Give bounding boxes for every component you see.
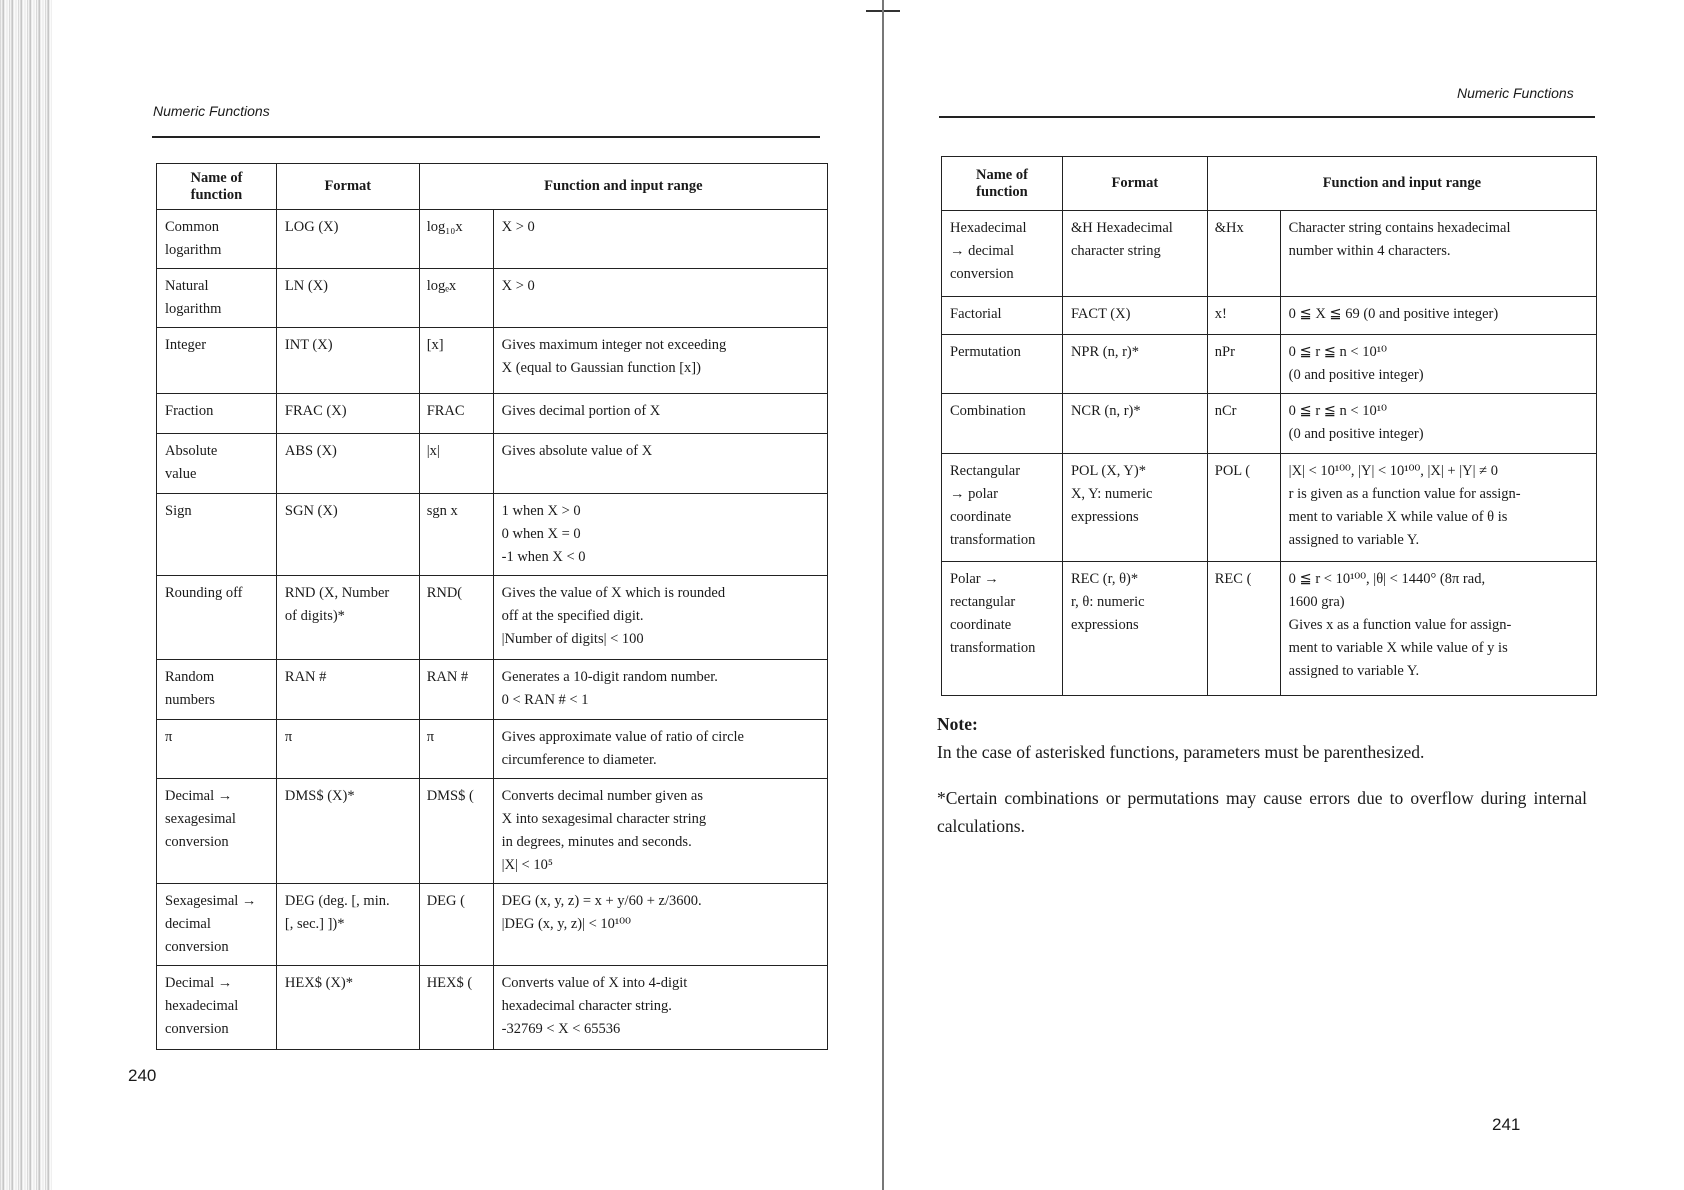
header-format: Format	[1062, 157, 1207, 211]
function-symbol: DEG (	[419, 884, 493, 966]
function-name: Random numbers	[157, 660, 277, 720]
function-name: π	[157, 720, 277, 779]
function-name: Fraction	[157, 394, 277, 434]
function-symbol: FRAC	[419, 394, 493, 434]
table-row	[942, 562, 1597, 696]
function-format: FRAC (X)	[276, 394, 419, 434]
header-format: Format	[276, 164, 419, 210]
function-format: SGN (X)	[276, 494, 419, 576]
function-range: Gives the value of X which is rounded off at the specified digit. |Number of digits| < 100	[493, 576, 827, 660]
function-range: |X| < 10¹⁰⁰, |Y| < 10¹⁰⁰, |X| + |Y| ≠ 0 r is given as a function value for assign- ment to variable X while value of θ is assigned to variable Y.	[1280, 454, 1596, 562]
header-name-of-function: Name of function	[942, 157, 1063, 211]
table-row	[157, 269, 828, 328]
function-symbol: &Hx	[1207, 211, 1280, 297]
function-name: Decimal → sexagesimal conversion	[157, 779, 277, 884]
function-symbol: RAN #	[419, 660, 493, 720]
table-row	[942, 211, 1597, 297]
function-format: ABS (X)	[276, 434, 419, 494]
function-name: Rectangular → polar coordinate transformation	[942, 454, 1063, 562]
function-name: Rounding off	[157, 576, 277, 660]
table-row	[157, 494, 828, 576]
function-format: π	[276, 720, 419, 779]
function-name: Combination	[942, 394, 1063, 454]
footnote: *Certain combinations or permutations may cause errors due to overflow during internal calculations.	[937, 788, 1587, 836]
function-name: Factorial	[942, 297, 1063, 335]
function-range: 0 ≦ r ≦ n < 10¹⁰ (0 and positive integer)	[1280, 335, 1596, 394]
function-range: Gives decimal portion of X	[493, 394, 827, 434]
function-symbol: nPr	[1207, 335, 1280, 394]
function-symbol: x!	[1207, 297, 1280, 335]
function-name: Decimal → hexadecimal conversion	[157, 966, 277, 1050]
function-format: DEG (deg. [, min. [, sec.] ])*	[276, 884, 419, 966]
function-format: NPR (n, r)*	[1062, 335, 1207, 394]
function-range: Generates a 10-digit random number. 0 < RAN # < 1	[493, 660, 827, 720]
function-range: DEG (x, y, z) = x + y/60 + z/3600. |DEG (x, y, z)| < 10¹⁰⁰	[493, 884, 827, 966]
table-row	[157, 966, 828, 1050]
function-format: REC (r, θ)* r, θ: numeric expressions	[1062, 562, 1207, 696]
table-row	[942, 454, 1597, 562]
function-symbol: POL (	[1207, 454, 1280, 562]
function-range: Converts value of X into 4-digit hexadecimal character string. -32769 < X < 65536	[493, 966, 827, 1050]
function-name: Absolute value	[157, 434, 277, 494]
header-name-of-function: Name of function	[157, 164, 277, 210]
function-range: X > 0	[493, 210, 827, 269]
table-row	[157, 884, 828, 966]
left-function-table	[156, 163, 828, 1050]
table-row	[942, 394, 1597, 454]
left-running-head: Numeric Functions	[153, 103, 270, 119]
page-gutter	[882, 0, 884, 1190]
function-symbol: |x|	[419, 434, 493, 494]
function-range: 0 ≦ r < 10¹⁰⁰, |θ| < 1440° (8π rad, 1600 gra) Gives x as a function value for assign- ment to variable X while value of y is assigned to variable Y.	[1280, 562, 1596, 696]
function-format: INT (X)	[276, 328, 419, 394]
function-format: LOG (X)	[276, 210, 419, 269]
right-running-head: Numeric Functions	[1457, 85, 1574, 101]
function-format: &H Hexadecimal character string	[1062, 211, 1207, 297]
header-function-and-input-range: Function and input range	[1207, 157, 1596, 211]
function-symbol: [x]	[419, 328, 493, 394]
function-name: Permutation	[942, 335, 1063, 394]
function-symbol: DMS$ (	[419, 779, 493, 884]
right-page-number: 241	[1492, 1115, 1521, 1134]
function-range: Converts decimal number given as X into sexagesimal character string in degrees, minutes and seconds. |X| < 10⁵	[493, 779, 827, 884]
function-symbol: RND(	[419, 576, 493, 660]
right-function-table	[941, 156, 1597, 696]
left-header-rule	[152, 136, 820, 138]
function-name: Common logarithm	[157, 210, 277, 269]
function-format: RAN #	[276, 660, 419, 720]
right-page	[935, 0, 1595, 1190]
function-name: Polar → rectangular coordinate transformation	[942, 562, 1063, 696]
table-row	[157, 720, 828, 779]
table-row	[157, 328, 828, 394]
function-symbol: HEX$ (	[419, 966, 493, 1050]
table-row	[157, 660, 828, 720]
function-format: DMS$ (X)*	[276, 779, 419, 884]
function-format: HEX$ (X)*	[276, 966, 419, 1050]
table-row	[942, 335, 1597, 394]
book-binding-shadow	[0, 0, 52, 1190]
function-name: Natural logarithm	[157, 269, 277, 328]
function-range: 0 ≦ X ≦ 69 (0 and positive integer)	[1280, 297, 1596, 335]
table-row	[942, 297, 1597, 335]
right-header-rule	[939, 116, 1595, 118]
function-range: Gives maximum integer not exceeding X (equal to Gaussian function [x])	[493, 328, 827, 394]
function-name: Sexagesimal → decimal conversion	[157, 884, 277, 966]
function-symbol: logₑx	[419, 269, 493, 328]
function-name: Hexadecimal → decimal conversion	[942, 211, 1063, 297]
header-function-and-input-range: Function and input range	[419, 164, 827, 210]
note-block	[937, 710, 1587, 766]
function-name: Integer	[157, 328, 277, 394]
function-format: POL (X, Y)* X, Y: numeric expressions	[1062, 454, 1207, 562]
table-row	[157, 434, 828, 494]
function-range: 1 when X > 0 0 when X = 0 -1 when X < 0	[493, 494, 827, 576]
function-range: Gives absolute value of X	[493, 434, 827, 494]
function-symbol: nCr	[1207, 394, 1280, 454]
table-row	[157, 210, 828, 269]
function-format: RND (X, Number of digits)*	[276, 576, 419, 660]
function-symbol: REC (	[1207, 562, 1280, 696]
function-symbol: π	[419, 720, 493, 779]
function-format: LN (X)	[276, 269, 419, 328]
function-format: NCR (n, r)*	[1062, 394, 1207, 454]
left-page	[128, 0, 830, 1190]
function-range: X > 0	[493, 269, 827, 328]
function-name: Sign	[157, 494, 277, 576]
function-symbol: sgn x	[419, 494, 493, 576]
table-row	[157, 576, 828, 660]
left-page-number: 240	[128, 1066, 157, 1085]
function-range: Character string contains hexadecimal number within 4 characters.	[1280, 211, 1596, 297]
note-text: In the case of asterisked functions, parameters must be parenthesized.	[937, 742, 1425, 762]
table-row	[157, 779, 828, 884]
note-title: Note:	[937, 714, 978, 734]
function-range: 0 ≦ r ≦ n < 10¹⁰ (0 and positive integer)	[1280, 394, 1596, 454]
function-range: Gives approximate value of ratio of circle circumference to diameter.	[493, 720, 827, 779]
function-format: FACT (X)	[1062, 297, 1207, 335]
table-row	[157, 394, 828, 434]
function-symbol: log₁₀x	[419, 210, 493, 269]
